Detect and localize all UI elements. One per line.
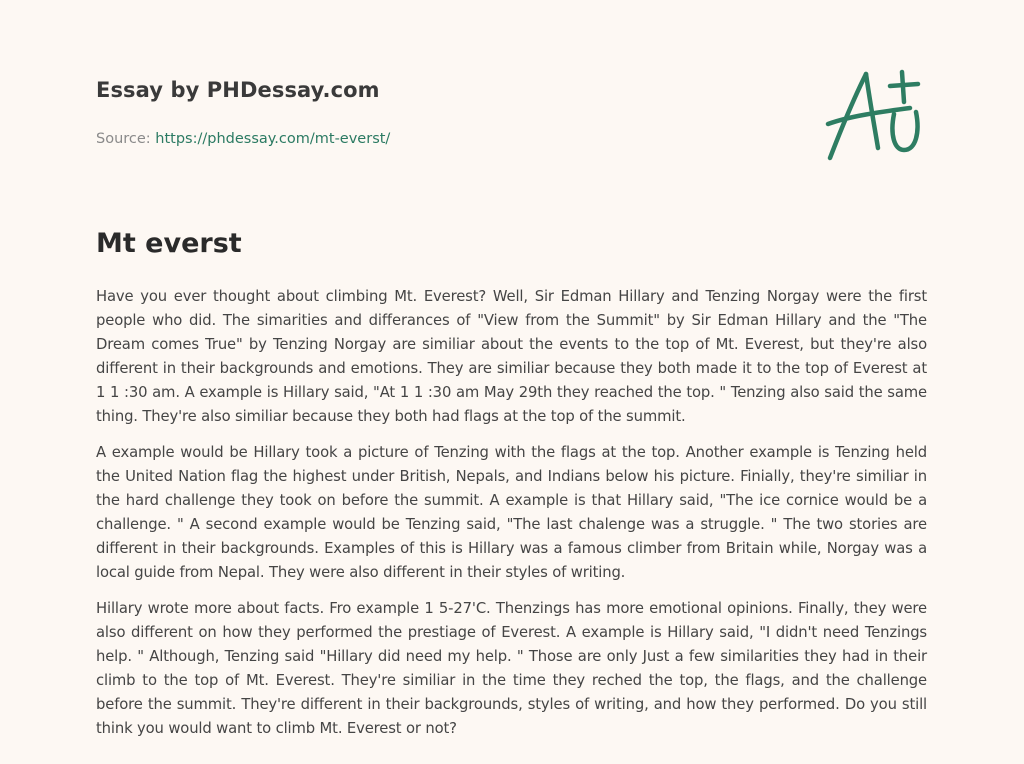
source-link[interactable]: https://phdessay.com/mt-everst/ bbox=[155, 131, 391, 147]
essay-paragraph: Hillary wrote more about facts. Fro example 1 5-27'C. Thenzings has more emotional opinions. Finally, they were also different on how they performed the prestiage of Everest. A example is Hillary said, "I didn't need Tenzings help. " Although, Tenzing said "Hillary did need my help. " Those are only Just a few similarities they had in their climb to the top of Mt. Everest. They're similiar in the time they reched the top, the flags, and the challenge before the summit. They're different in their backgrounds, styles of writing, and how they performed. Do you still think you would want to climb Mt. Everest or not? bbox=[96, 600, 927, 737]
source-line bbox=[96, 129, 796, 149]
essay-paragraph: A example would be Hillary took a picture of Tenzing with the flags at the top. Another example is Tenzing held the United Nation flag the highest under British, Nepals, and Indians below his picture. Finially, they're similiar in the hard challenge they took on before the summit. A example is that Hillary said, "The ice cornice would be a challenge. " A second example would be Tenzing said, "The last chalenge was a struggle. " The two stories are different in their backgrounds. Examples of this is Hillary was a famous climber from Britain while, Norgay was a local guide from Nepal. They were also different in their styles of writing. bbox=[96, 444, 927, 581]
a-plus-grade-icon bbox=[820, 62, 930, 166]
essay-body bbox=[96, 285, 927, 753]
essay-paragraph: Have you ever thought about climbing Mt. Everest? Well, Sir Edman Hillary and Tenzing Norgay were the first people who did. The simarities and differances of "View from the Summit" by Sir Edman Hillary and the "The Dream comes True" by Tenzing Norgay are similiar about the events to the top of Mt. Everest, but they're also different in their backgrounds and emotions. They are similiar because they both made it to the top of Everest at 1 1 :30 am. A example is Hillary said, "At 1 1 :30 am May 29th they reached the top. " Tenzing also said the same thing. They're also similiar because they both had flags at the top of the summit. bbox=[96, 288, 927, 425]
source-label: Source: bbox=[96, 131, 156, 147]
essay-title: Mt everst bbox=[96, 228, 242, 259]
a-plus-logo bbox=[820, 62, 930, 166]
essay-header bbox=[96, 74, 796, 149]
site-brand: Essay by PHDessay.com bbox=[96, 78, 380, 102]
